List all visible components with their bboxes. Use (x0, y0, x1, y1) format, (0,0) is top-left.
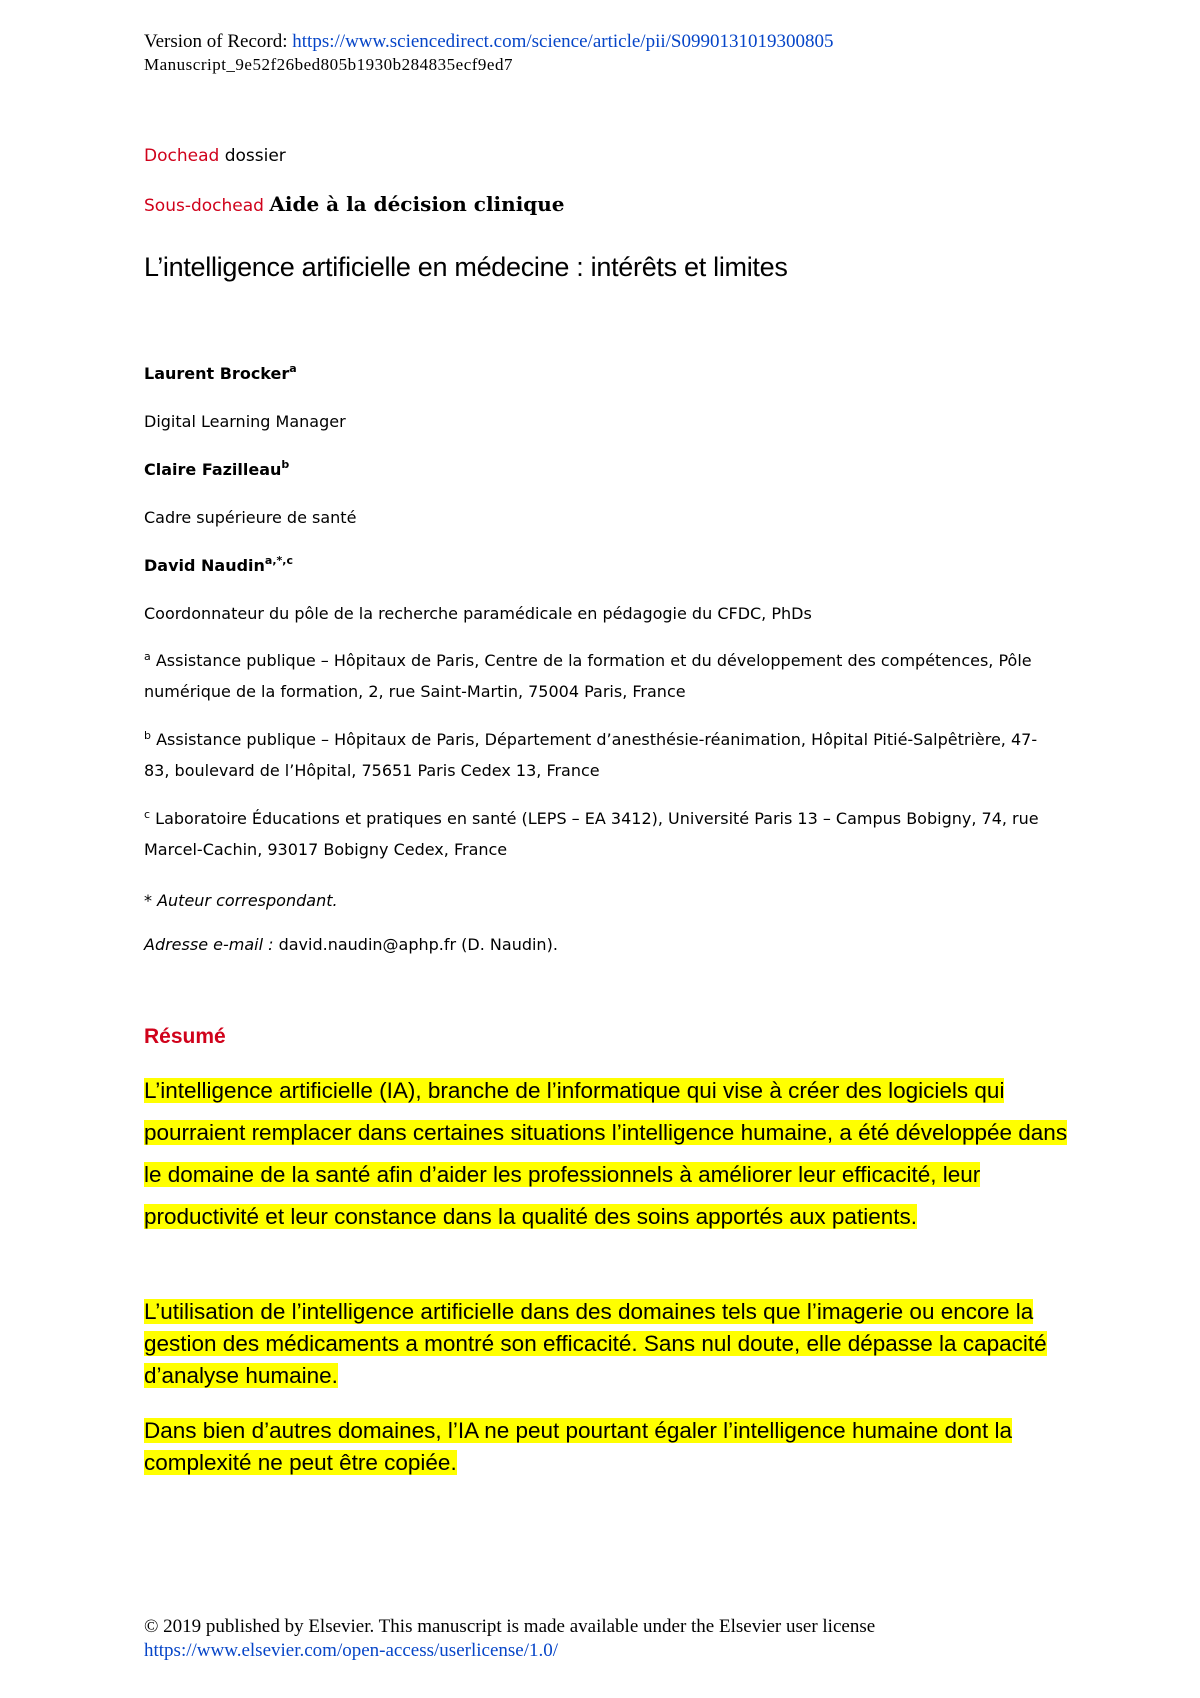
sous-dochead-label: Sous-dochead (144, 196, 264, 216)
author-role: Digital Learning Manager (144, 412, 346, 431)
email-value: david.naudin@aphp.fr (D. Naudin). (278, 935, 558, 954)
affiliation: $^c$ Laboratoire Éducations et pratiques en santé (LEPS – EA 3412), Université Paris 13 – Campus Bobigny, 74, rue Marcel-Cachin, 93017 Bobigny Cedex, France (144, 808, 1039, 859)
dochead (144, 146, 286, 166)
affiliation: $^b$ Assistance publique – Hôpitaux de Paris, Département d’anesthésie-réanimation, Hôpital Pitié-Salpêtrière, 47-83, boulevard de l’Hôpital, 75651 Paris Cedex 13, France (144, 729, 1038, 780)
license-link[interactable]: https://www.elsevier.com/open-access/userlicense/1.0/ (144, 1640, 559, 1661)
affiliation-superscript: c (144, 808, 151, 821)
dochead-value: dossier (224, 146, 286, 166)
author-name: Claire Fazilleau$^b$ (144, 458, 290, 479)
version-header (144, 30, 833, 76)
dochead-label: Dochead (144, 146, 220, 166)
resume-heading: Résumé (144, 1025, 226, 1048)
email-line (144, 935, 558, 954)
affiliation-superscript: b (144, 729, 151, 742)
abstract-paragraph: L’utilisation de l’intelligence artificielle dans des domaines tels que l’imagerie ou encore la gestion des médicaments a montré son efficacité. Sans nul doute, elle dépasse la capacité d’analyse humaine. (144, 1299, 1047, 1388)
author-role: Cadre supérieure de santé (144, 508, 357, 527)
author-superscript: a (289, 362, 297, 375)
author-role: Coordonnateur du pôle de la recherche paramédicale en pédagogie du CFDC, PhDs (144, 604, 812, 623)
abstract-paragraph: L’intelligence artificielle (IA), branche de l’informatique qui vise à créer des logiciels qui pourraient remplacer dans certaines situations l’intelligence humaine, a été développée dans le domaine de la santé afin d’aider les professionnels à améliorer leur efficacité, leur productivité et leur constance dans la qualité des soins apportés aux patients. (144, 1078, 1068, 1229)
sous-dochead (144, 192, 565, 216)
affiliation-superscript: a (144, 650, 151, 663)
version-link[interactable]: https://www.sciencedirect.com/science/article/pii/S0990131019300805 (292, 31, 834, 52)
article-title: L’intelligence artificielle en médecine : intérêts et limites (144, 252, 788, 282)
manuscript-id: Manuscript_9e52f26bed805b1930b284835ecf9ed7 (144, 55, 513, 74)
affiliation: $^a$ Assistance publique – Hôpitaux de Paris, Centre de la formation et du développement des compétences, Pôle numérique de la formation, 2, rue Saint-Martin, 75004 Paris, France (144, 650, 1032, 701)
corresponding-author-note: * Auteur correspondant. (144, 891, 338, 910)
author-superscript: b (281, 458, 290, 471)
abstract-paragraph: Dans bien d’autres domaines, l’IA ne peut pourtant égaler l’intelligence humaine dont la complexité ne peut être copiée. (144, 1418, 1013, 1475)
email-label: Adresse e-mail : (144, 935, 279, 954)
license-text: © 2019 published by Elsevier. This manuscript is made available under the Elsevier user license (144, 1616, 876, 1637)
author-superscript: a,*,c (264, 554, 293, 567)
sous-dochead-value: Aide à la décision clinique (269, 192, 565, 216)
license-footer (144, 1615, 875, 1663)
author-name: David Naudin$^{a,*,c}$ (144, 554, 293, 575)
version-label: Version of Record: (144, 31, 293, 52)
author-name: Laurent Brocker$^a$ (144, 362, 297, 383)
